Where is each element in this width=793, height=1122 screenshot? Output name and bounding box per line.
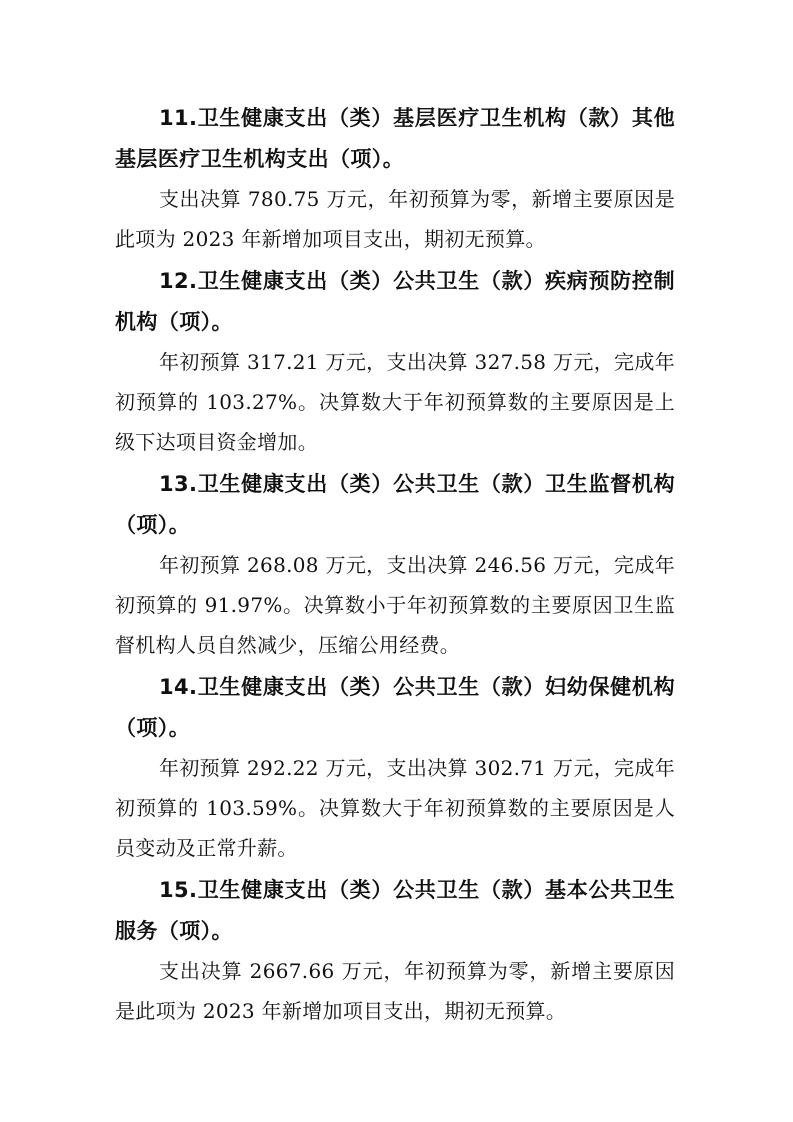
section-body: 年初预算 317.21 万元，支出决算 327.58 万元，完成年初预算的 103.27%。决算数大于年初预算数的主要原因是上级下达项目资金增加。 [115,350,675,454]
section-body: 支出决算 2667.66 万元，年初预算为零，新增主要原因是此项为 2023 年新增加项目支出，期初无预算。 [115,959,675,1023]
section-13 [115,464,675,665]
section-15 [115,870,675,1031]
document-page [115,98,675,1033]
section-11 [115,98,675,259]
section-body: 年初预算 292.22 万元，支出决算 302.71 万元，完成年初预算的 103.59%。决算数大于年初预算数的主要原因是人员变动及正常升薪。 [115,756,675,860]
section-heading: 12.卫生健康支出（类）公共卫生（款）疾病预防控制机构（项）。 [115,269,675,334]
section-14 [115,667,675,868]
section-heading: 14.卫生健康支出（类）公共卫生（款）妇幼保健机构（项）。 [115,675,675,740]
section-heading: 13.卫生健康支出（类）公共卫生（款）卫生监督机构（项）。 [115,472,675,537]
section-heading: 15.卫生健康支出（类）公共卫生（款）基本公共卫生服务（项）。 [115,878,675,943]
section-heading: 11.卫生健康支出（类）基层医疗卫生机构（款）其他基层医疗卫生机构支出（项）。 [115,106,675,171]
section-body: 年初预算 268.08 万元，支出决算 246.56 万元，完成年初预算的 91.97%。决算数小于年初预算数的主要原因卫生监督机构人员自然减少，压缩公用经费。 [115,553,675,657]
section-body: 支出决算 780.75 万元，年初预算为零，新增主要原因是此项为 2023 年新增加项目支出，期初无预算。 [115,187,675,251]
section-12 [115,261,675,462]
